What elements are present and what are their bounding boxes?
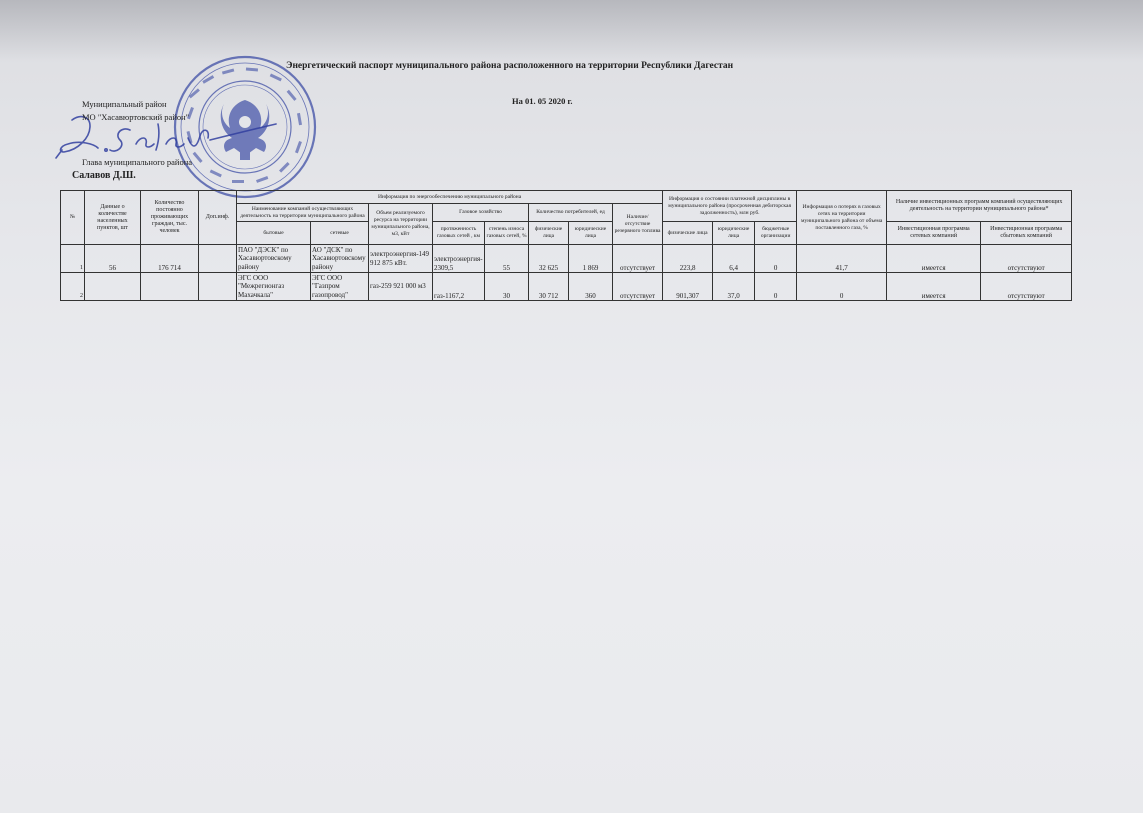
cell-losses: 41,7 bbox=[797, 245, 887, 273]
cell-population bbox=[141, 273, 199, 301]
header-investment: Наличие инвестиционных программ компаний осуществляющих деятельность на территории муниципального района* bbox=[887, 191, 1072, 222]
district-label: Муниципальный район bbox=[82, 99, 167, 109]
cell-household: ЭГС ООО "Межрегионгаз Махачкала" bbox=[237, 273, 311, 301]
cell-inv-sales: отсутствуют bbox=[981, 245, 1072, 273]
header-settlements: Данные о количестве населенных пунктов, шт bbox=[85, 191, 141, 245]
cell-settlements: 56 bbox=[85, 245, 141, 273]
header-inv-sales: Инвестиционная программа сбытовых компаний bbox=[981, 222, 1072, 245]
cell-legal: 1 869 bbox=[569, 245, 613, 273]
cell-inv-sales: отсутствуют bbox=[981, 273, 1072, 301]
header-gas: Газовое хозяйство bbox=[433, 204, 529, 222]
cell-gas-length: газ-1167,2 bbox=[433, 273, 485, 301]
header-legal: юридические лица bbox=[569, 222, 613, 245]
header-pay-budget: бюджетные организации bbox=[755, 222, 797, 245]
cell-network: АО "ДСК" по Хасавюртовскому району bbox=[311, 245, 369, 273]
cell-reserve: отсутствует bbox=[613, 245, 663, 273]
cell-inv-network: имеется bbox=[887, 273, 981, 301]
header-pay-legal: юридические лица bbox=[713, 222, 755, 245]
header-consumers: Количество потребителей, ед bbox=[529, 204, 613, 222]
header-num: № bbox=[61, 191, 85, 245]
header-household: бытовые bbox=[237, 222, 311, 245]
cell-extra bbox=[199, 273, 237, 301]
cell-pay-budget: 0 bbox=[755, 273, 797, 301]
row-num: 1 bbox=[61, 245, 85, 273]
cell-population: 176 714 bbox=[141, 245, 199, 273]
document-title: Энергетический паспорт муниципального района расположенного на территории Республики Дагестан bbox=[286, 61, 734, 71]
header-physical: физические лица bbox=[529, 222, 569, 245]
cell-inv-network: имеется bbox=[887, 245, 981, 273]
cell-pay-physical: 901,307 bbox=[663, 273, 713, 301]
document-date: На 01. 05 2020 г. bbox=[512, 96, 573, 106]
row-num: 2 bbox=[61, 273, 85, 301]
cell-settlements bbox=[85, 273, 141, 301]
cell-physical: 30 712 bbox=[529, 273, 569, 301]
district-name: МО "Хасавюртовский район" bbox=[82, 112, 190, 122]
header-gas-length: протяженность газовых сетей , км bbox=[433, 222, 485, 245]
head-name: Салавов Д.Ш. bbox=[72, 170, 136, 181]
energy-passport-table bbox=[60, 190, 1072, 301]
cell-gas-wear: 55 bbox=[485, 245, 529, 273]
header-gas-wear: степень износа газовых сетей, % bbox=[485, 222, 529, 245]
cell-extra bbox=[199, 245, 237, 273]
header-reserve: Наличие/отсутствие резервного топлива bbox=[613, 204, 663, 245]
header-population: Количество постоянно проживающих граждан, тыс. человек bbox=[141, 191, 199, 245]
cell-household: ПАО "ДЭСК" по Хасавюртовскому району bbox=[237, 245, 311, 273]
cell-gas-wear: 30 bbox=[485, 273, 529, 301]
cell-gas-length: электроэнергия-2309,5 bbox=[433, 245, 485, 273]
cell-losses: 0 bbox=[797, 273, 887, 301]
header-network: сетевые bbox=[311, 222, 369, 245]
header-payment: Информация о состоянии платежной дисциплины в муниципального района (просроченная дебиторская задолженность), млн руб. bbox=[663, 191, 797, 222]
header-losses: Информация о потерях в газовых сетях на территории муниципального района от объема поставленного газа, % bbox=[797, 191, 887, 245]
cell-pay-physical: 223,8 bbox=[663, 245, 713, 273]
header-inv-network: Инвестиционная программа сетевых компаний bbox=[887, 222, 981, 245]
photo-shadow bbox=[0, 0, 1143, 60]
cell-pay-legal: 6,4 bbox=[713, 245, 755, 273]
header-companies: Наименование компаний осуществляющих деятельность на территории муниципального района bbox=[237, 204, 369, 222]
cell-pay-legal: 37,0 bbox=[713, 273, 755, 301]
cell-volume: газ-259 921 000 м3 bbox=[369, 273, 433, 301]
header-energy-info: Информация по энергообеспечению муниципального района bbox=[237, 191, 663, 204]
header-volume: Объем реализуемого ресурса на территории муниципального района, м3, кВт bbox=[369, 204, 433, 245]
cell-physical: 32 625 bbox=[529, 245, 569, 273]
head-label: Глава муниципального района bbox=[82, 157, 193, 167]
header-pay-physical: физические лица bbox=[663, 222, 713, 245]
cell-legal: 360 bbox=[569, 273, 613, 301]
header-extra: Доп.инф. bbox=[199, 191, 237, 245]
cell-pay-budget: 0 bbox=[755, 245, 797, 273]
cell-reserve: отсутствует bbox=[613, 273, 663, 301]
cell-network: ЭГС ООО "Газпром газопровод" bbox=[311, 273, 369, 301]
table-row bbox=[61, 245, 1072, 273]
table-row bbox=[61, 273, 1072, 301]
cell-volume: электроэнергия-149 912 875 кВт. bbox=[369, 245, 433, 273]
